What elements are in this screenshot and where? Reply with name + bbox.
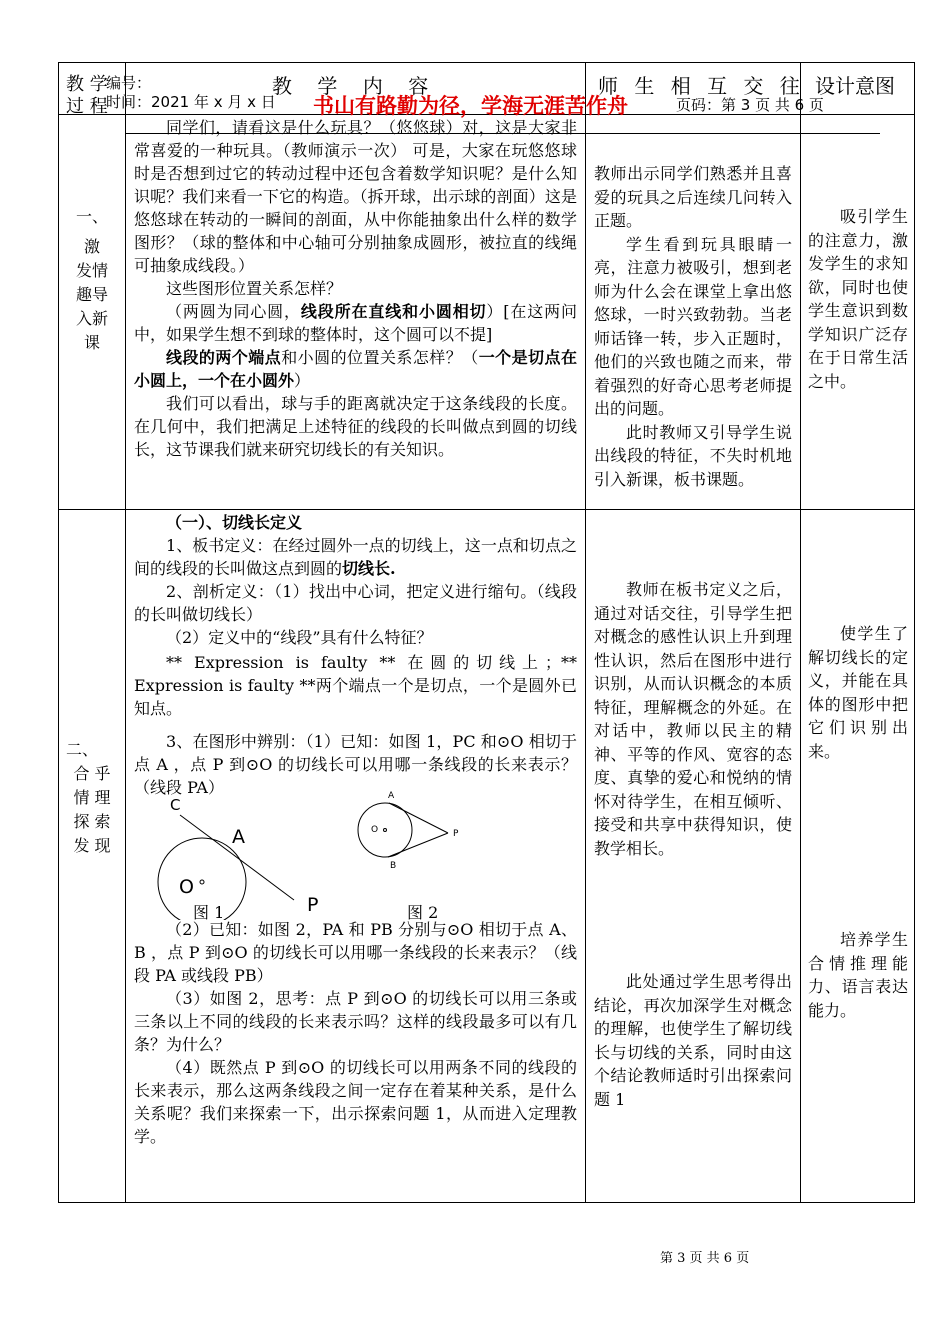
fig1-label-o: O [179, 876, 194, 898]
table-top-border [58, 62, 915, 63]
interaction-paragraph: 学生看到玩具眼睛一亮，注意力被吸引，想到老师为什么会在课堂上拿出悠悠球，一时兴致勃勃。当老师话锋一转，步入正题时，他们的兴致也随之而来，带着强烈的好奇心思考老师提出的问题。 [594, 234, 792, 418]
fig2-tangent-pa [389, 803, 448, 833]
table-left-border [58, 62, 59, 1203]
row1-stage-line: 课 [83, 333, 100, 352]
fig2-label-o: O [371, 825, 379, 835]
bold-text: 切线长. [342, 559, 396, 578]
fig1-caption: 图 1 [193, 903, 225, 922]
row1-stage-line: 入新 [75, 309, 108, 328]
intent-paragraph: 培养学生合情推理能力、语言表达能力。 [808, 930, 908, 1020]
text-run: ）[在这两问中，如果学生想不到球的整体时，这个圆可以不提] [134, 302, 577, 344]
fig2-label-a: A [388, 791, 395, 801]
section-heading [134, 511, 577, 534]
intent-paragraph: 吸引学生的注意力，激发学生的求知欲，同时也使学生意识到数学知识广泛存在于日常生活之中。 [808, 207, 908, 391]
row1-stage-line: 发情 [75, 261, 108, 280]
row1-intent [808, 205, 908, 393]
fig1-label-a: A [232, 826, 245, 848]
header-col1-line1: 教 学 [66, 74, 108, 95]
col3-divider [800, 62, 801, 1203]
row2-content-bottom [134, 918, 577, 1148]
figure-2 [350, 795, 470, 875]
row2-content-paragraph [134, 534, 577, 580]
fig2-caption: 图 2 [407, 903, 439, 922]
serial-label: 编号： [106, 74, 152, 92]
table-bottom-border [58, 1202, 915, 1203]
row2-stage-line: 合 乎 [73, 764, 111, 783]
header-col2: 教 学 内 容 [272, 74, 429, 98]
fig1-label-p: P [307, 894, 319, 916]
row2-content-paragraph: 3、在图形中辨别：（1）已知：如图 1，PC 和⊙O 相切于点 A ，点 P 到⊙O 的切线长可以用哪一条线段的长来表示？ （线段 PA） [134, 732, 577, 797]
row2-content-top [134, 511, 577, 799]
fig1-center-point [200, 880, 204, 884]
text-run: 和小圆的位置关系怎样？（ [281, 348, 479, 367]
row2-content-paragraph: （2）定义中的“线段”具有什么特征？ [166, 628, 433, 647]
bold-text: （一）、切线长定义 [166, 513, 303, 532]
page-footer: 第 3 页 共 6 页 [660, 1251, 750, 1266]
row1-content-paragraph: 同学们，请看这是什么玩具？（悠悠球）对，这是大家非常喜爱的一种玩具。（教师演示一次） 可是，大家在玩悠悠球时是否想到过它的转动过程中还包含着数学知识呢？是什么知识呢？我们来看一下它的构造。（拆开球，出示球的剖面）这是悠悠球在转动的一瞬间的剖面，从中你能抽象出什么样的数学图形？（球的整体和中心轴可分别抽象成圆形，被拉直的线绳可抽象成线段。） [134, 118, 577, 275]
row2-stage-line: 发 现 [73, 836, 111, 855]
row2-intent-1 [808, 622, 908, 763]
row1-stage-line: 激 [83, 237, 100, 256]
interaction-paragraph: 此时教师又引导学生说出线段的特征，不失时机地引入新课，板书课题。 [594, 422, 792, 489]
bold-text: 线段所在直线和小圆相切 [300, 302, 487, 321]
text-run: （两圆为同心圆， [166, 302, 301, 321]
row2-content-paragraph: 2、剖析定义：（1）找出中心词，把定义进行缩句。（线段的长叫做切线长） [134, 582, 577, 624]
col1-divider [125, 62, 126, 1203]
col2-divider [585, 62, 586, 1203]
header-col3: 师 生 相 互 交 往 [598, 74, 805, 98]
row2-content-paragraph: （3）如图 2，思考：点 P 到⊙O 的切线长可以用三条或三条以上不同的线段的长来表示吗？这样的线段最多可以有几条？为什么？ [134, 989, 577, 1054]
intent-paragraph: 使学生了解切线长的定义，并能在具体的图形中把它们识别出来。 [808, 624, 908, 761]
interaction-paragraph: 教师在板书定义之后，通过对话交往，引导学生把对概念的感性认识上升到理性认识，然后在图形中进行识别，从而认识概念的本质特征，理解概念的外延。在对话中，教师以民主的精神、平等的作风、宽容的态度、真挚的爱心和悦纳的情怀对待学生，在相互倾听、接受和共享中获得知识，使教学相长。 [594, 580, 792, 858]
row2-stage-line: 情 理 [73, 788, 111, 807]
row1-content-paragraph [134, 300, 577, 346]
table-right-border [914, 62, 915, 1203]
interaction-paragraph: 教师出示同学们熟悉并且喜爱的玩具之后连续几问转入正题。 [594, 164, 792, 230]
row1-stage-line: 趣导 [75, 285, 108, 304]
row1-stage-label [62, 205, 122, 355]
row2-stage-line: 二、 [66, 740, 99, 759]
fig2-label-p: P [453, 829, 459, 839]
row1-stage-line: 一、 [75, 207, 108, 226]
row2-interaction-2 [594, 970, 792, 1111]
motto: 书山有路勤为径，学海无涯苦作舟 [313, 94, 628, 118]
row2-intent-2 [808, 928, 908, 1022]
fig2-tangent-pb [388, 833, 448, 857]
fig2-label-b: B [390, 861, 397, 871]
row1-content-paragraph: 我们可以看出，球与手的距离就决定于这条线段的长度。在几何中，我们把满足上述特征的线段的长叫做点到圆的切线长，这节课我们就来研究切线长的有关知识。 [134, 394, 577, 459]
row2-stage-label [62, 738, 122, 858]
row2-interaction-1 [594, 578, 792, 860]
row2-content-paragraph: （2）已知：如图 2，PA 和 PB 分别与⊙O 相切于点 A、B ，点 P 到⊙O 的切线长可以用哪一条线段的长来表示？（线段 PA 或线段 PB） [134, 920, 577, 985]
text-run: ） [294, 371, 311, 390]
time-label: 时间：2021 年 x 月 x 日 [106, 93, 276, 111]
header-col1-line2: 过 程 [66, 96, 108, 117]
row1-content-paragraph [134, 346, 577, 392]
row2-stage-line: 探 索 [73, 812, 111, 831]
row1-bottom-border [58, 509, 915, 510]
row1-content-paragraph: 这些图形位置关系怎样？ [166, 279, 343, 298]
row2-content-paragraph: （4）既然点 P 到⊙O 的切线长可以用两条不同的线段的长来表示，那么这两条线段之间一定存在着某种关系，是什么关系呢？我们来探索一下，出示探索问题 1，从而进入定理教学。 [134, 1058, 577, 1146]
row2-content-paragraph: ** Expression is faulty ** 在圆的切线上；** Expression is faulty **两个端点一个是切点，一个是圆外已知点。 [134, 653, 577, 718]
header-col4: 设计意图 [815, 74, 895, 98]
text-run: 1、板书定义：在经过圆外一点的切线上，这一点和切点之间的线段的长叫做这点到圆的 [134, 536, 577, 578]
interaction-paragraph: 此处通过学生思考得出结论，再次加深学生对概念的理解，也使学生了解切线长与切线的关系，同时由这个结论教师适时引出探索问题 1 [594, 972, 792, 1109]
fig2-center-point [384, 829, 387, 832]
row1-interaction [594, 162, 792, 491]
page-label: 页码：第 3 页 共 6 页 [676, 96, 824, 114]
fig1-label-c: C [170, 796, 181, 814]
row1-content [134, 116, 577, 461]
bold-text: 一个是切点在小圆上，一个在小圆外 [134, 348, 577, 390]
bold-text: 线段的两个端点 [166, 348, 282, 367]
